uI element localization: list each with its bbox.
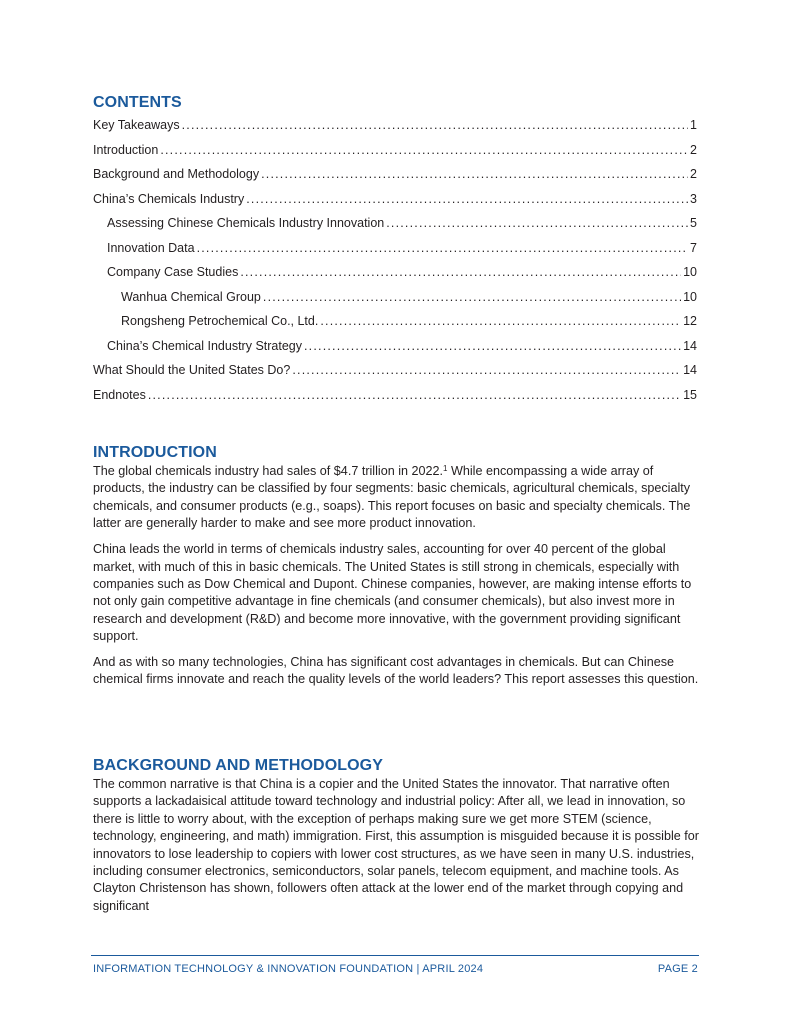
toc-entry-title: What Should the United States Do? xyxy=(93,363,291,377)
toc-entry-title: Endnotes xyxy=(93,387,146,402)
toc-leader xyxy=(240,265,681,279)
toc-entry[interactable] xyxy=(93,192,697,217)
toc-entry-page: 2 xyxy=(690,142,697,157)
toc-entry[interactable] xyxy=(93,339,697,364)
footer-divider xyxy=(91,955,699,956)
background-body xyxy=(93,776,699,924)
toc-leader xyxy=(292,363,681,377)
toc-entry[interactable] xyxy=(93,265,697,290)
toc-entry-title: Rongsheng Petrochemical Co., Ltd. xyxy=(121,314,319,328)
toc-leader xyxy=(182,118,688,132)
toc-entry-page: 7 xyxy=(690,240,697,255)
footer-page-number: PAGE 2 xyxy=(657,963,698,975)
toc-leader xyxy=(320,314,681,328)
toc-leader xyxy=(261,167,688,181)
paragraph-text: While encompassing a wide array of products, the industry can be classified by four segments: basic chemicals, agricultural chemicals, specialty chemicals, and consumer products (e.g., soaps). This report focuses on basic and specialty chemicals. The latter are generally harder to make and see more product innovation. xyxy=(93,464,691,531)
toc-entry-title: Innovation Data xyxy=(107,240,195,255)
toc-entry[interactable] xyxy=(93,241,697,266)
toc-entry-title: China’s Chemical Industry Strategy xyxy=(107,338,302,353)
toc-entry-page: 14 xyxy=(683,363,697,377)
toc-leader xyxy=(197,241,688,255)
toc-entry[interactable] xyxy=(93,143,697,168)
toc-leader xyxy=(263,290,681,304)
toc-entry-page: 5 xyxy=(690,216,697,230)
toc-entry-title: Company Case Studies xyxy=(107,265,239,279)
background-heading: BACKGROUND AND METHODOLOGY xyxy=(93,757,383,774)
contents-heading: CONTENTS xyxy=(93,94,182,111)
toc-entry[interactable] xyxy=(93,363,697,388)
introduction-paragraph xyxy=(93,463,699,533)
toc-leader xyxy=(386,216,688,230)
toc-leader xyxy=(304,339,681,353)
toc-entry-page: 10 xyxy=(683,265,697,279)
toc-entry-title: Introduction xyxy=(93,142,159,157)
endnote-marker[interactable]: 1 xyxy=(443,464,448,473)
background-paragraph: The common narrative is that China is a copier and the United States the innovator. That narrative often supports a lackadaisical attitude toward technology and industrial policy: After all, we lead in innovation, so there is little to worry about, with the exception of perhaps making sure we get more STEM (science, technology, engineering, and math) immigration. First, this assumption is misguided because it is possible for innovators to lose leadership to copiers with lower cost structures, as we have seen in many U.S. industries, including consumer electronics, semiconductors, solar panels, telecom equipment, and machine tools. As Clayton Christenson has shown, followers often attack at the lower end of the market through copying and significant xyxy=(93,777,699,913)
introduction-paragraph: China leads the world in terms of chemicals industry sales, accounting for over 40 percent of the global market, with much of this in basic chemicals. The United States is still strong in chemicals, especially with companies such as Dow Chemical and Dupont. Chinese companies, however, are making intense efforts to not only gain competitive advantage in fine chemicals (and consumer chemicals), but also invest more in research and development (R&D) and become more innovative, with the government providing significant support. xyxy=(93,542,692,644)
toc-entry-title: Wanhua Chemical Group xyxy=(121,289,261,304)
introduction-heading: INTRODUCTION xyxy=(93,444,217,461)
paragraph-text: The global chemicals industry had sales of $4.7 trillion in 2022. xyxy=(93,464,444,478)
toc-entry-title: Assessing Chinese Chemicals Industry Innovation xyxy=(107,216,385,230)
introduction-body xyxy=(93,463,699,697)
toc-entry[interactable] xyxy=(93,290,697,315)
toc-entry-page: 14 xyxy=(683,338,697,353)
toc-entry[interactable] xyxy=(93,118,697,143)
toc-entry-page: 2 xyxy=(690,167,697,181)
toc-entry[interactable] xyxy=(93,314,697,339)
toc-leader xyxy=(148,388,681,402)
toc-leader xyxy=(246,192,688,206)
introduction-paragraph: And as with so many technologies, China has significant cost advantages in chemicals. But can Chinese chemical firms innovate and reach the quality levels of the world leaders? This report assesses this question. xyxy=(93,655,699,687)
toc-entry-page: 12 xyxy=(683,314,697,328)
toc-entry-page: 10 xyxy=(683,289,697,304)
toc-entry-page: 1 xyxy=(690,118,697,132)
toc-entry[interactable] xyxy=(93,167,697,192)
footer-publisher: INFORMATION TECHNOLOGY & INNOVATION FOUNDATION | APRIL 2024 xyxy=(93,963,484,975)
toc-entry-title: Key Takeaways xyxy=(93,118,180,132)
toc-entry-title: Background and Methodology xyxy=(93,167,260,181)
toc-entry-title: China’s Chemicals Industry xyxy=(93,191,245,206)
table-of-contents xyxy=(93,118,697,412)
toc-leader xyxy=(160,143,688,157)
toc-entry-page: 3 xyxy=(690,191,697,206)
toc-entry-page: 15 xyxy=(683,387,697,402)
toc-entry[interactable] xyxy=(93,388,697,413)
toc-entry[interactable] xyxy=(93,216,697,241)
